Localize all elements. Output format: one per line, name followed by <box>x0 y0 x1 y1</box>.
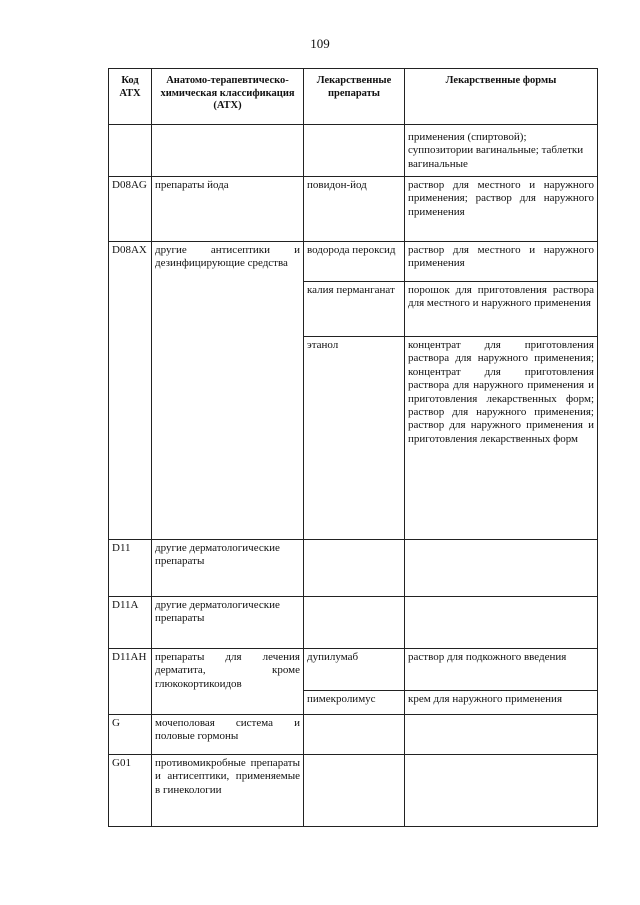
drug-cell: калия перманганат <box>304 282 405 337</box>
class-cell: другие антисептики и дезинфицирующие средства <box>152 242 304 540</box>
drug-cell <box>304 715 405 755</box>
drug-cell <box>304 540 405 597</box>
drug-cell: пимекролимус <box>304 691 405 715</box>
class-cell: препараты для лечения дерматита, кроме глюкокортикоидов <box>152 649 304 715</box>
table-row <box>109 715 598 755</box>
code-cell: G01 <box>109 755 152 827</box>
code-cell: D08AG <box>109 177 152 242</box>
drug-cell: повидон-йод <box>304 177 405 242</box>
drug-cell: водорода пероксид <box>304 242 405 282</box>
forms-cell <box>405 715 598 755</box>
forms-cell: раствор для местного и наружного применения; раствор для наружного применения <box>405 177 598 242</box>
drug-cell <box>304 755 405 827</box>
forms-cell: концентрат для приготовления раствора для наружного применения; концентрат для приготовления раствора для наружного применения и приготовления лекарственных форм; раствор для наружного применения; раствор для наружного применения и приготовления лекарственных форм <box>405 337 598 540</box>
forms-cell <box>405 597 598 649</box>
table-row <box>109 125 598 177</box>
header-code: Код АТХ <box>109 69 152 125</box>
code-cell <box>109 125 152 177</box>
class-cell: противомикробные препараты и антисептики, применяемые в гинекологии <box>152 755 304 827</box>
drug-cell: этанол <box>304 337 405 540</box>
forms-cell: крем для наружного применения <box>405 691 598 715</box>
table-row <box>109 649 598 691</box>
table-row <box>109 177 598 242</box>
code-cell: D11 <box>109 540 152 597</box>
drug-cell <box>304 125 405 177</box>
table-header-row <box>109 69 598 125</box>
drug-cell: дупилумаб <box>304 649 405 691</box>
code-cell: D08AX <box>109 242 152 540</box>
header-drugs: Лекарственные препараты <box>304 69 405 125</box>
class-cell: другие дерматологические препараты <box>152 597 304 649</box>
drug-cell <box>304 597 405 649</box>
forms-cell <box>405 755 598 827</box>
forms-cell <box>405 540 598 597</box>
class-cell: препараты йода <box>152 177 304 242</box>
header-classification: Анатомо-терапевтическо-химическая классификация (АТХ) <box>152 69 304 125</box>
code-cell: D11AH <box>109 649 152 715</box>
forms-cell: порошок для приготовления раствора для местного и наружного применения <box>405 282 598 337</box>
class-cell: мочеполовая система и половые гормоны <box>152 715 304 755</box>
class-cell: другие дерматологические препараты <box>152 540 304 597</box>
table-row <box>109 755 598 827</box>
class-cell <box>152 125 304 177</box>
page-number: 109 <box>310 36 330 51</box>
atx-table <box>108 68 598 827</box>
forms-cell: раствор для местного и наружного применения <box>405 242 598 282</box>
forms-cell: применения (спиртовой); суппозитории вагинальные; таблетки вагинальные <box>405 125 598 177</box>
code-cell: G <box>109 715 152 755</box>
header-forms: Лекарственные формы <box>405 69 598 125</box>
table-row <box>109 597 598 649</box>
table-row <box>109 242 598 282</box>
forms-cell: раствор для подкожного введения <box>405 649 598 691</box>
table-row <box>109 540 598 597</box>
code-cell: D11A <box>109 597 152 649</box>
